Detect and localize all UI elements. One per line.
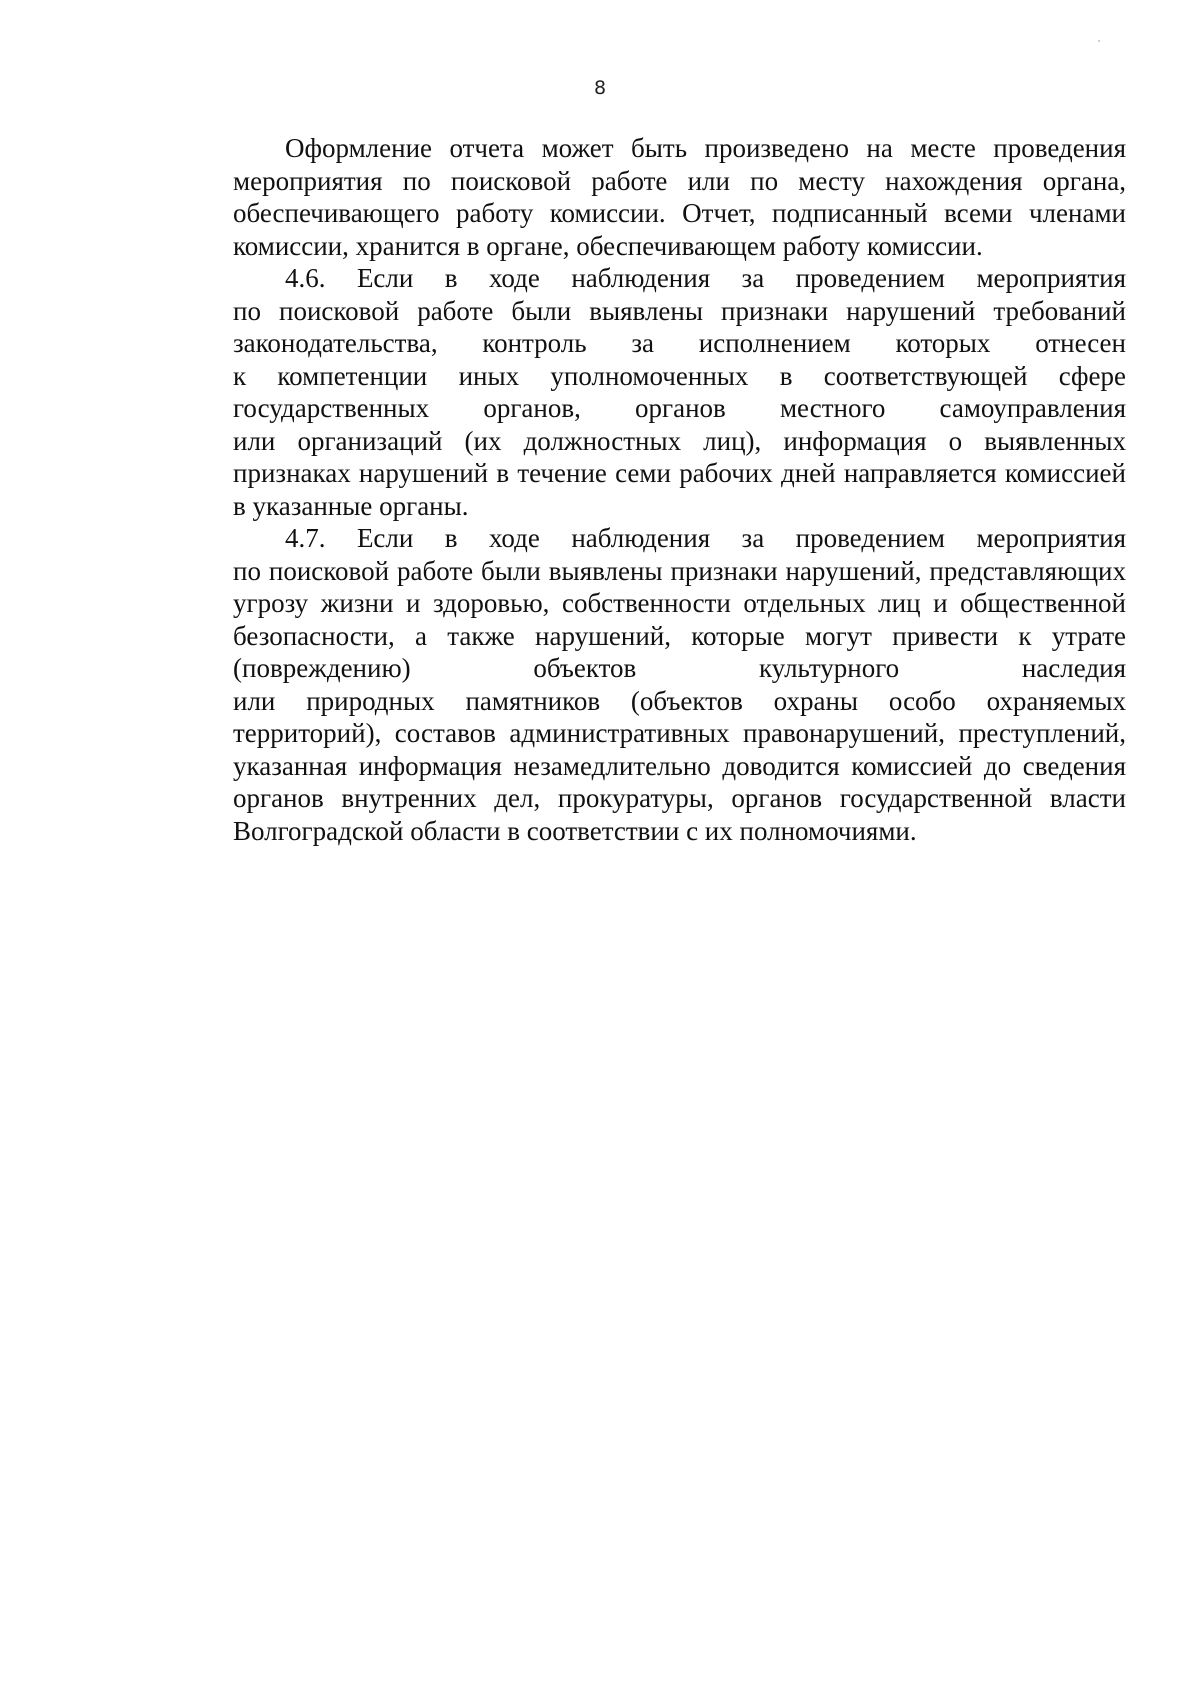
text-line: или организаций (их должностных лиц), информация о выявленных: [233, 425, 1126, 456]
text-line: территорий), составов административных правонарушений, преступлений,: [233, 718, 1126, 748]
text-line: признаках нарушений в течение семи рабочих дней направляется комиссией: [233, 458, 1126, 488]
text-line: угрозу жизни и здоровью, собственности отдельных лиц и общественной: [233, 588, 1126, 618]
scan-artifact: [1098, 40, 1100, 42]
text-line: законодательства, контроль за исполнением которых отнесен: [233, 328, 1126, 358]
text-line: Оформление отчета может быть произведено на месте проведения: [285, 133, 1126, 163]
text-line: мероприятия по поисковой работе или по месту нахождения органа,: [233, 165, 1126, 196]
text-line: Волгоградской области в соответствии с их полномочиями.: [233, 815, 917, 846]
text-line: по поисковой работе были выявлены признаки нарушений требований: [233, 295, 1126, 326]
text-line: государственных органов, органов местного самоуправления: [233, 393, 1126, 423]
text-line: обеспечивающего работу комиссии. Отчет, подписанный всеми членами: [233, 198, 1126, 228]
text-line: в указанные органы.: [233, 490, 469, 521]
paragraph-4-6: [181, 262, 1126, 522]
text-line: или природных памятников (объектов охраны особо охраняемых: [233, 685, 1126, 716]
paragraph-4-7: [181, 522, 1126, 847]
text-line: органов внутренних дел, прокуратуры, органов государственной власти: [233, 783, 1126, 813]
text-line: безопасности, а также нарушений, которые могут привести к утрате: [233, 620, 1126, 651]
text-line: указанная информация незамедлительно доводится комиссией до сведения: [233, 750, 1126, 781]
page-number: 8: [593, 77, 607, 99]
text-line: 4.6. Если в ходе наблюдения за проведением мероприятия: [285, 263, 1126, 293]
paragraph-report-formatting: [181, 132, 1126, 262]
document-body: [181, 132, 1126, 847]
text-line: комиссии, хранится в органе, обеспечивающем работу комиссии.: [233, 230, 983, 261]
text-line: (повреждению) объектов культурного наследия: [233, 653, 1126, 683]
text-line: 4.7. Если в ходе наблюдения за проведением мероприятия: [285, 523, 1126, 553]
text-line: к компетенции иных уполномоченных в соответствующей сфере: [233, 360, 1126, 391]
text-line: по поисковой работе были выявлены признаки нарушений, представляющих: [233, 555, 1126, 586]
